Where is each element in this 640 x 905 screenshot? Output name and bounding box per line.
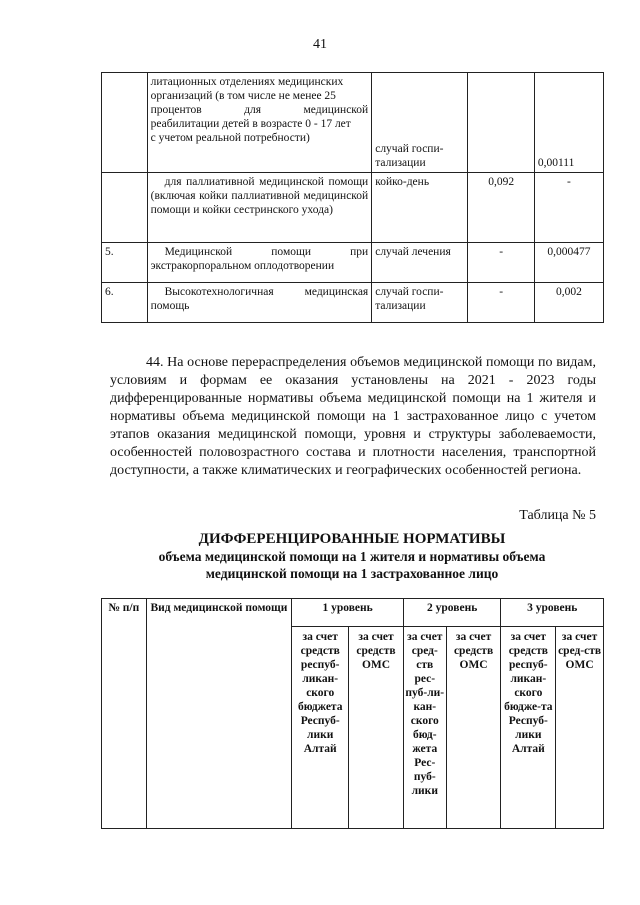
desc-line: реабилитации детей в возрасте 0 - 17 лет [150,118,351,130]
table-title: ДИФФЕРЕНЦИРОВАННЫЕ НОРМАТИВЫ [198,531,506,547]
subtitle-line: медицинской помощи на 1 застрахованное лицо [205,566,499,581]
table-row [102,73,604,173]
table-row [102,243,604,283]
table-row [102,283,604,323]
header-level-3: 3 уровень [501,599,604,627]
header-type: Вид медицинской помощи [146,599,292,829]
body-paragraph: 44. На основе перераспределения объемов медицинской помощи по видам, условиям и формам ее оказания установлены на 2021 - 2023 годы дифференцированные нормативы объема медицинской помощи на 1 жителя и нормативы объема медицинской помощи на 1 застрахованное лицо с учетом этапов оказания медицинской помощи, уровня и структуры заболеваемости, особенностей половозрастного состава и плотности населения, транспортной доступности, а также климатических и географических особенностей региона. [110,355,596,478]
row-value-1 [468,73,534,173]
row-description: Высокотехнологичная медицинская помощь [147,283,372,323]
header-level-2: 2 уровень [403,599,501,627]
normatives-table-continued [101,72,604,323]
row-value-1: - [468,283,534,323]
table-subtitle [100,548,604,582]
sub-header-cell: за счет средств ОМС [446,627,501,829]
sub-header-cell: за счет сред-ств ОМС [556,627,604,829]
row-unit: случай лечения [372,243,468,283]
page-number: 41 [313,37,327,52]
row-value-2: 0,000477 [534,243,603,283]
sub-header-cell: за счет средств респуб-ликан-ского бюджета Респуб-лики Алтай [292,627,349,829]
sub-header-cell: за счет сред-ств рес-пуб-ли-кан-ского бюд-жета Рес-пуб-лики [403,627,446,829]
header-level-1: 1 уровень [292,599,404,627]
table-row [102,173,604,243]
row-value-1: 0,092 [468,173,534,243]
row-value-1: - [468,243,534,283]
subtitle-line: объема медицинской помощи на 1 жителя и нормативы объема [158,549,546,564]
sub-header-cell: за счет средств респуб-ликан-ского бюдже-та Респуб-лики Алтай [501,627,556,829]
header-row [102,599,604,627]
row-unit: койко-день [372,173,468,243]
row-number: 6. [102,283,148,323]
row-value-2: 0,002 [534,283,603,323]
table-label: Таблица № 5 [519,508,596,523]
row-description [147,73,372,173]
row-unit: случай госпи-тализации [372,73,468,173]
row-number [102,173,148,243]
differentiated-normatives-table [101,598,604,829]
row-unit: случай госпи-тализации [372,283,468,323]
desc-line: процентов для медицинской [150,104,369,116]
desc-line: организаций (в том числе не менее 25 [150,90,336,102]
row-number: 5. [102,243,148,283]
sub-header-cell: за счет средств ОМС [349,627,404,829]
row-description: для паллиативной медицинской помощи (включая койки паллиативной медицинской помощи и койки сестринского ухода) [147,173,372,243]
row-value-2: - [534,173,603,243]
row-value-2: 0,00111 [534,73,603,173]
row-description: Медицинской помощи при экстракорпоральном оплодотворении [147,243,372,283]
header-number: № п/п [102,599,147,829]
desc-line: литационных отделениях медицинских [150,76,344,88]
row-number [102,73,148,173]
desc-line: с учетом реальной потребности) [150,132,310,144]
